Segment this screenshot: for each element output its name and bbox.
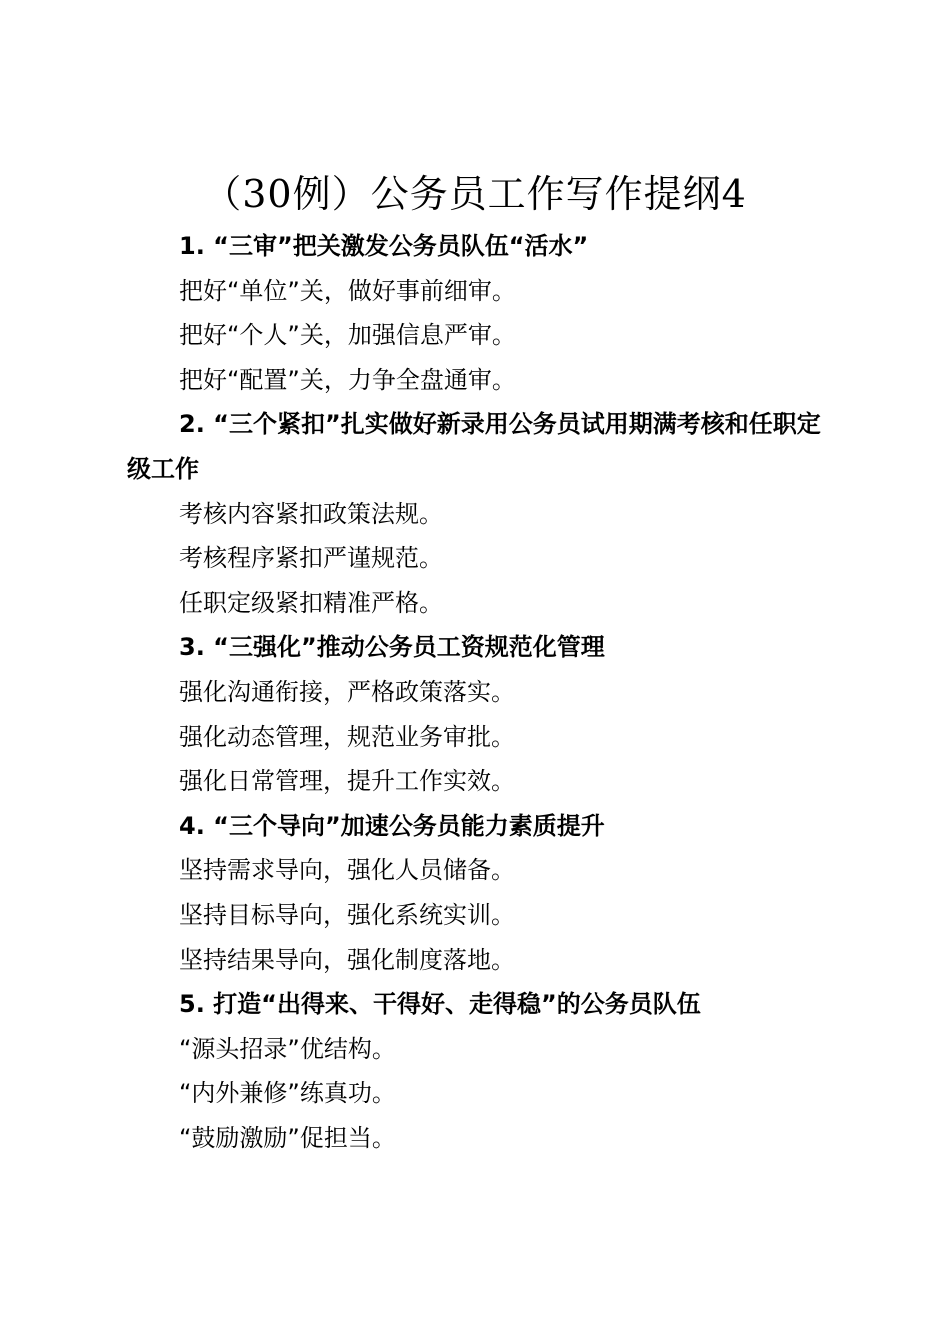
section-2 <box>127 402 827 625</box>
section-5 <box>127 982 827 1160</box>
section-heading: 2. “三个紧扣”扎实做好新录用公务员试用期满考核和任职定级工作 <box>127 410 821 483</box>
list-item: 坚持结果导向，强化制度落地。 <box>179 945 515 974</box>
section-heading: 5. 打造“出得来、干得好、走得稳”的公务员队伍 <box>179 990 701 1019</box>
document-title: （30例）公务员工作写作提纲4 <box>203 172 747 216</box>
list-item: 坚持需求导向，强化人员储备。 <box>179 856 515 885</box>
list-item: 任职定级紧扣精准严格。 <box>179 588 443 617</box>
list-item: 强化沟通衔接，严格政策落实。 <box>179 677 515 706</box>
list-item: 把好“单位”关，做好事前细审。 <box>179 276 516 305</box>
list-item: 把好“个人”关，加强信息严审。 <box>179 321 516 350</box>
section-heading: 3. “三强化”推动公务员工资规范化管理 <box>179 633 605 662</box>
list-item: 坚持目标导向，强化系统实训。 <box>179 900 515 929</box>
document-body <box>127 224 827 1160</box>
list-item: “鼓励激励”促担当。 <box>179 1123 396 1152</box>
list-item: 强化日常管理，提升工作实效。 <box>179 767 515 796</box>
list-item: 考核程序紧扣严谨规范。 <box>179 544 443 573</box>
section-heading: 1. “三审”把关激发公务员队伍“活水” <box>179 232 589 260</box>
section-1 <box>127 224 827 402</box>
list-item: 考核内容紧扣政策法规。 <box>179 499 443 528</box>
section-4 <box>127 804 827 982</box>
list-item: “内外兼修”练真功。 <box>179 1079 396 1108</box>
list-item: 把好“配置”关，力争全盘通审。 <box>179 365 516 394</box>
list-item: 强化动态管理，规范业务审批。 <box>179 722 515 751</box>
section-3 <box>127 625 827 803</box>
list-item: “源头招录”优结构。 <box>179 1034 396 1063</box>
section-heading: 4. “三个导向”加速公务员能力素质提升 <box>179 811 605 840</box>
